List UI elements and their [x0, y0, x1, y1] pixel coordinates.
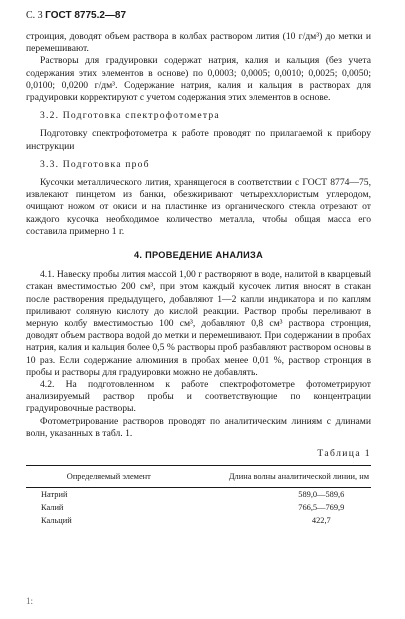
- paragraph-calibration-solutions: Растворы для градуировки содержат натрия, калия и кальция (без учета содержания этих элементов в основе) по 0,0003; 0,0005; 0,0010; 0,0025; 0,0050; 0,0100; 0,0200 г/дм³. Содержание натрия, калия и кальция в растворах для градуировки корректируют с учетом содержания этих элементов в основе.: [26, 55, 371, 104]
- cell-element: Кальций: [41, 516, 72, 526]
- column-header-element: Определяемый элемент: [26, 466, 192, 488]
- page-number: С. 3: [26, 10, 43, 21]
- table-row: [26, 488, 371, 502]
- cell-element: Калий: [41, 503, 64, 513]
- table-caption: Таблица 1: [317, 448, 371, 460]
- table-row: [26, 501, 371, 514]
- document-body: [26, 31, 371, 527]
- column-header-wavelength: Длина волны аналитической линии, нм: [192, 466, 371, 488]
- paragraph-spectrophotometer-prep: Подготовку спектрофотометра к работе проводят по прилагаемой к прибору инструкции: [26, 128, 371, 152]
- table-header-row: [26, 466, 371, 488]
- cell-wavelength: 766,5—769,9: [298, 503, 345, 513]
- page-footer-mark: 1:: [26, 596, 34, 606]
- section-3-3-heading: 3.3. Подготовка проб: [40, 158, 150, 170]
- section-4-heading: 4. ПРОВЕДЕНИЕ АНАЛИЗА: [133, 250, 264, 261]
- cell-wavelength: 422,7: [311, 516, 331, 526]
- paragraph-continuation: строиция, доводят объем раствора в колбах раствором лития (10 г/дм³) до метки и перемешивают.: [26, 31, 371, 55]
- section-3-2-heading: 3.2. Подготовка спектрофотометра: [40, 110, 220, 122]
- paragraph-photometry: Фотометрирование растворов проводят по аналитическим линиям с длинами волн, указанных в табл. 1.: [26, 415, 371, 439]
- cell-element: Натрий: [41, 490, 68, 500]
- table-row: [26, 514, 371, 527]
- wavelength-table: [26, 465, 371, 527]
- cell-wavelength: 589,0—589,6: [298, 490, 345, 500]
- standard-code: ГОСТ 8775.2—87: [45, 10, 127, 21]
- paragraph-sample-prep: Кусочки металлического лития, хранящегося в соответствии с ГОСТ 8774—75, извлекают пинцетом из банки, обезжиривают четыреххлористым углеродом, очищают ножом от окиси и на пластинке из органического стекла отрезают от каждого кусочка необходимое количество металла, чтобы общая масса его составила примерно 1 г.: [26, 177, 371, 237]
- paragraph-4-1: 4.1. Навеску пробы лития массой 1,00 г растворяют в воде, налитой в кварцевый стакан вместимостью 200 см³, при этом каждый кусочек лития вносят в стакан после растворения предыдущего, добавляют 1—2 капли индикатора и по каплям приливают соляную кислоту до кислой реакции. Раствор пробы переливают в мерную колбу вместимостью 100 см³, добавляют 0,8 см³ раствора стронция, доводят объем раствора водой до метки и перемешивают. При содержании в пробах натрия, калия и кальция более 0,5 % растворы проб разбавляют раствором основы в 10 раз. Если содержание алюминия в пробах менее 0,01 %, раствор стронция в пробы и растворы для градуировки можно не добавлять.: [26, 269, 371, 378]
- paragraph-4-2: 4.2. На подготовленном к работе спектрофотометре фотометрируют анализируемый раствор пробы и соответствующие по концентрации градуировочные растворы.: [26, 379, 371, 415]
- page-header: [26, 10, 126, 21]
